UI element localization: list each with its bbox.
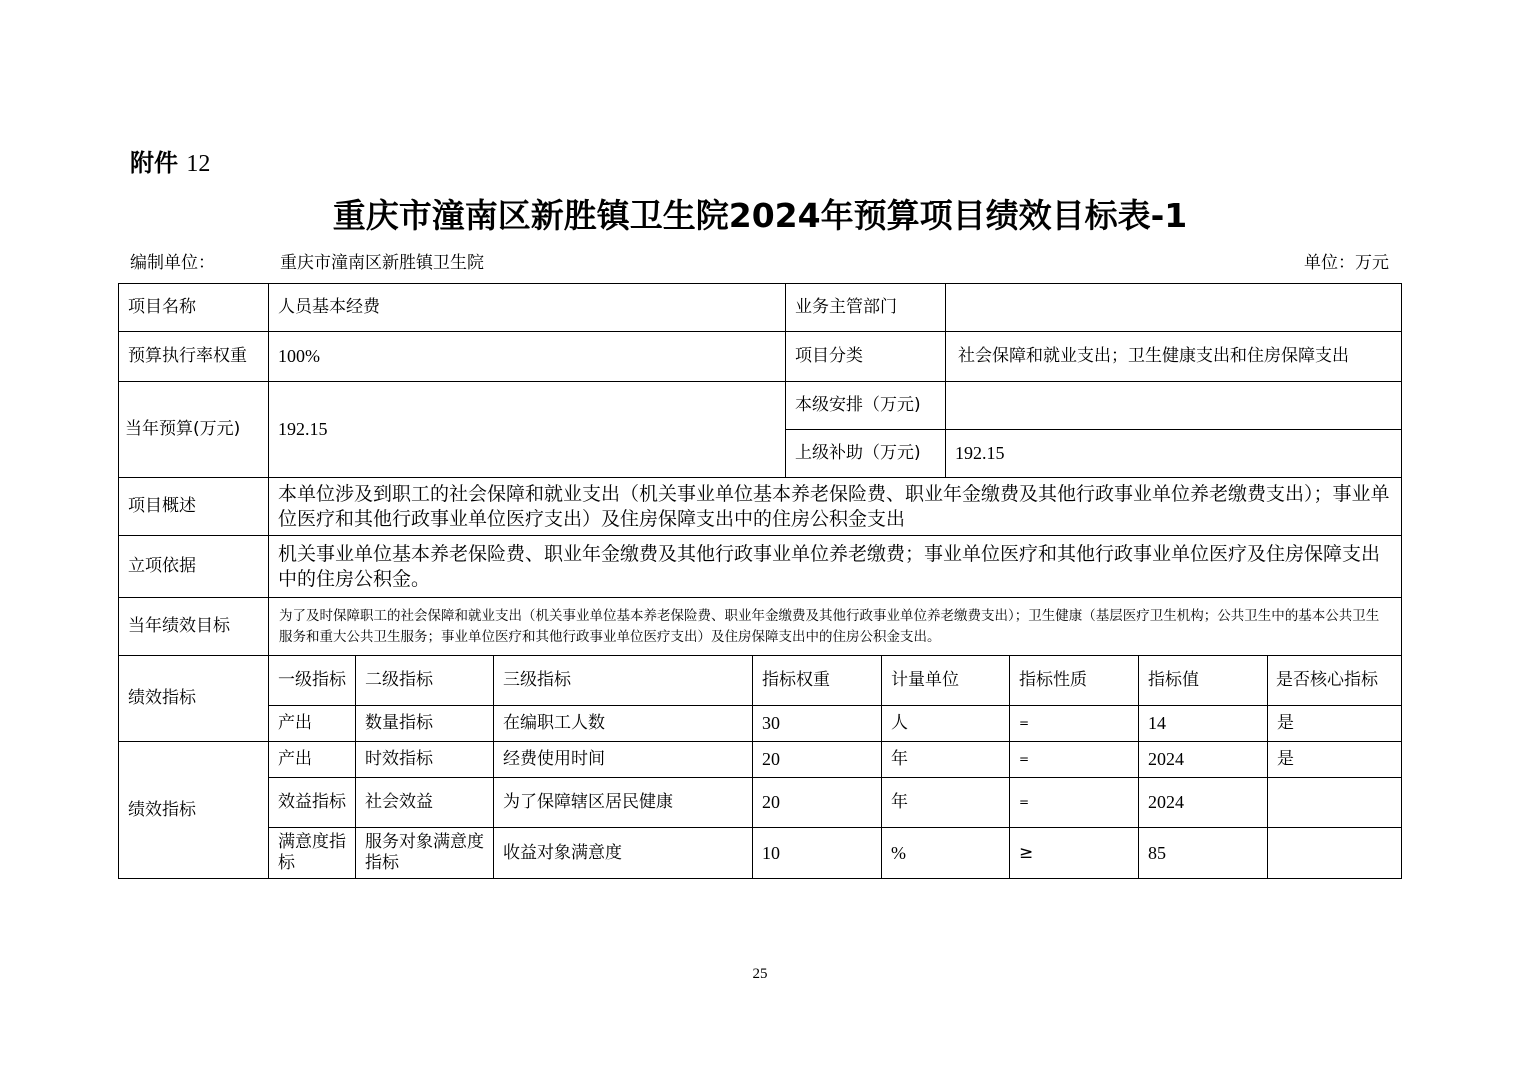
table-row	[119, 536, 1402, 598]
category-label: 项目分类	[786, 332, 946, 382]
row3-unit: 年	[882, 778, 1010, 828]
header-value: 指标值	[1139, 656, 1268, 706]
dept-label: 业务主管部门	[786, 284, 946, 332]
row1-weight: 30	[753, 706, 882, 742]
row1-level2: 数量指标	[356, 706, 494, 742]
table-row	[119, 284, 1402, 332]
upper-label: 上级补助（万元)	[786, 430, 946, 478]
row2-level3: 经费使用时间	[494, 742, 753, 778]
category-value: 社会保障和就业支出；卫生健康支出和住房保障支出	[946, 332, 1402, 382]
row4-level2: 服务对象满意度指标	[356, 828, 494, 879]
row1-core: 是	[1268, 706, 1402, 742]
goal-text: 为了及时保障职工的社会保障和就业支出（机关事业单位基本养老保险费、职业年金缴费及其他行政事业单位养老缴费支出）；卫生健康（基层医疗卫生机构；公共卫生中的基本公共卫生服务和重大公共卫生服务；事业单位医疗和其他行政事业单位医疗支出）及住房保障支出中的住房公积金支出。	[269, 598, 1402, 656]
row3-nature: =	[1010, 778, 1139, 828]
project-name-value: 人员基本经费	[269, 284, 786, 332]
unit-value: 重庆市潼南区新胜镇卫生院	[280, 253, 484, 273]
row2-weight: 20	[753, 742, 882, 778]
row3-level1: 效益指标	[269, 778, 356, 828]
row4-level3: 收益对象满意度	[494, 828, 753, 879]
overview-text: 本单位涉及到职工的社会保障和就业支出（机关事业单位基本养老保险费、职业年金缴费及其他行政事业单位养老缴费支出）；事业单位医疗和其他行政事业单位医疗支出）及住房保障支出中的住房公积金支出	[269, 478, 1402, 536]
row4-value: 85	[1139, 828, 1268, 879]
table-row	[119, 598, 1402, 656]
row2-value: 2024	[1139, 742, 1268, 778]
exec-rate-label: 预算执行率权重	[119, 332, 269, 382]
attachment-number: 12	[186, 151, 211, 177]
indicators-table	[118, 655, 1402, 879]
table-row	[119, 382, 1402, 430]
table-row	[119, 706, 1402, 742]
row3-weight: 20	[753, 778, 882, 828]
table-row	[119, 478, 1402, 536]
row4-nature: ≥	[1010, 828, 1139, 879]
header-core: 是否核心指标	[1268, 656, 1402, 706]
indicators-section-label: 绩效指标	[119, 656, 269, 742]
table-row	[119, 778, 1402, 828]
row3-level2: 社会效益	[356, 778, 494, 828]
local-label: 本级安排（万元)	[786, 382, 946, 430]
table-row	[119, 332, 1402, 382]
header-unit: 计量单位	[882, 656, 1010, 706]
table-row	[119, 828, 1402, 879]
attachment-text: 附件	[130, 149, 178, 177]
exec-rate-value: 100%	[269, 332, 786, 382]
indicators-section-label-2: 绩效指标	[119, 742, 269, 879]
upper-value: 192.15	[946, 430, 1402, 478]
attachment-label	[130, 143, 210, 178]
budget-value: 192.15	[269, 382, 786, 478]
row2-unit: 年	[882, 742, 1010, 778]
header-nature: 指标性质	[1010, 656, 1139, 706]
row3-core	[1268, 778, 1402, 828]
goal-label: 当年绩效目标	[119, 598, 269, 656]
row4-unit: %	[882, 828, 1010, 879]
indicator-header-row	[119, 656, 1402, 706]
project-info-table	[118, 283, 1402, 478]
row3-level3: 为了保障辖区居民健康	[494, 778, 753, 828]
header-level3: 三级指标	[494, 656, 753, 706]
page-number: 25	[752, 966, 768, 982]
basis-label: 立项依据	[119, 536, 269, 598]
dept-value	[946, 284, 1402, 332]
basis-text: 机关事业单位基本养老保险费、职业年金缴费及其他行政事业单位养老缴费；事业单位医疗和其他行政事业单位医疗及住房保障支出中的住房公积金。	[269, 536, 1402, 598]
unit-label: 编制单位：	[130, 253, 215, 273]
row1-unit: 人	[882, 706, 1010, 742]
header-level1: 一级指标	[269, 656, 356, 706]
row2-level2: 时效指标	[356, 742, 494, 778]
row2-nature: =	[1010, 742, 1139, 778]
local-value	[946, 382, 1402, 430]
row4-level1: 满意度指标	[269, 828, 356, 879]
row4-core	[1268, 828, 1402, 879]
currency-label: 单位：万元	[1304, 253, 1389, 273]
overview-label: 项目概述	[119, 478, 269, 536]
page-title: 重庆市潼南区新胜镇卫生院2024年预算项目绩效目标表-1	[332, 196, 1188, 235]
row1-level3: 在编职工人数	[494, 706, 753, 742]
project-name-label: 项目名称	[119, 284, 269, 332]
header-level2: 二级指标	[356, 656, 494, 706]
row2-core: 是	[1268, 742, 1402, 778]
budget-label: 当年预算(万元)	[119, 382, 269, 478]
row2-level1: 产出	[269, 742, 356, 778]
row1-nature: =	[1010, 706, 1139, 742]
row4-weight: 10	[753, 828, 882, 879]
row1-value: 14	[1139, 706, 1268, 742]
table-row	[119, 742, 1402, 778]
row3-value: 2024	[1139, 778, 1268, 828]
header-weight: 指标权重	[753, 656, 882, 706]
project-description-table	[118, 477, 1402, 656]
row1-level1: 产出	[269, 706, 356, 742]
